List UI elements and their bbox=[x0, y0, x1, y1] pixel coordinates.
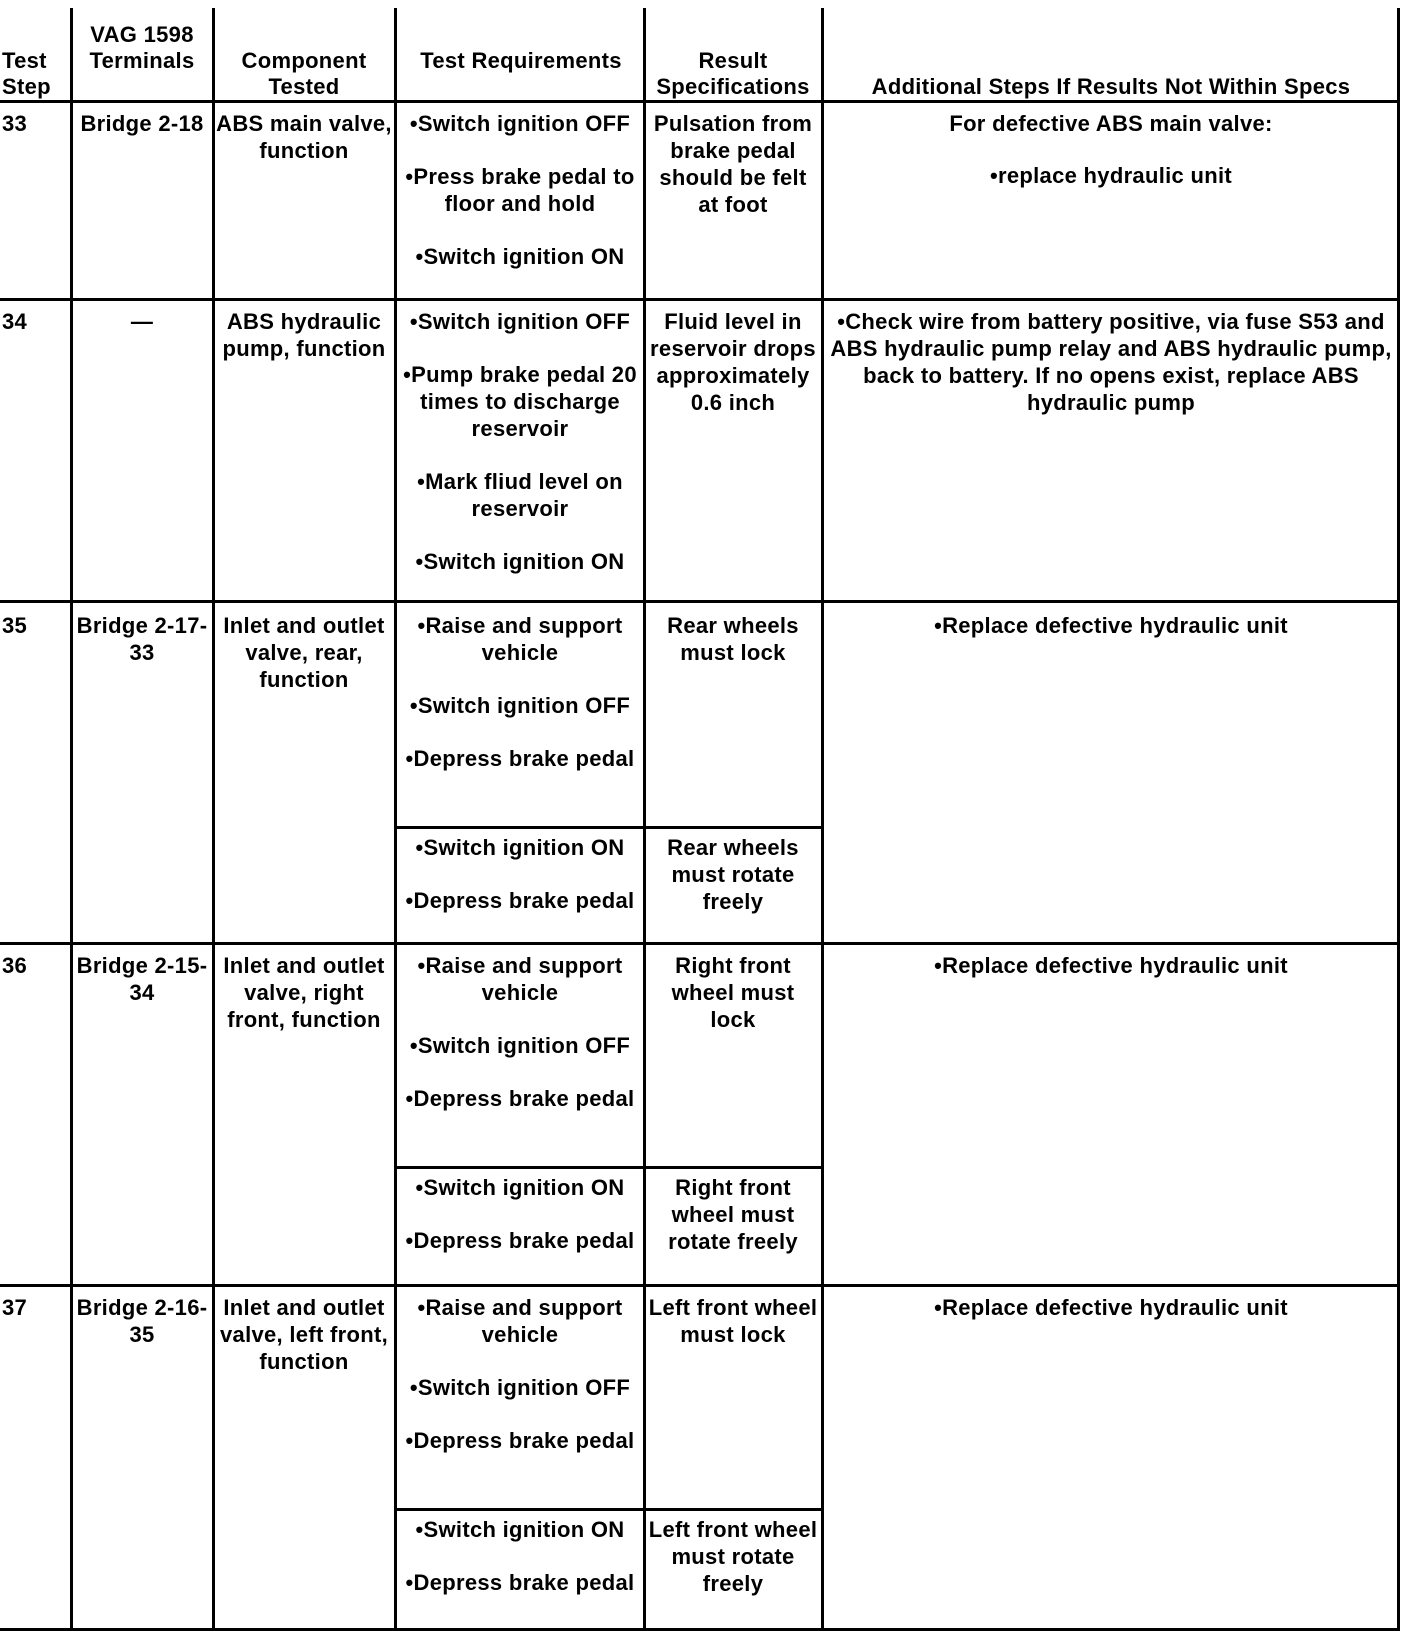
requirement: •Switch ignition ON bbox=[415, 1175, 625, 1200]
row-36-spec-a: Right front wheel must lock bbox=[671, 953, 795, 1032]
row-37-spec-b: Left front wheel must rotate freely bbox=[648, 1517, 818, 1596]
row-divider-35-36 bbox=[0, 942, 1400, 945]
requirement: •Depress brake pedal bbox=[405, 1228, 635, 1253]
row-36-requirements-a bbox=[400, 952, 640, 1112]
row-35-terminals: Bridge 2-17-33 bbox=[76, 613, 208, 665]
requirement: •Press brake pedal to floor and hold bbox=[405, 164, 635, 216]
row-divider-34-35 bbox=[0, 600, 1400, 603]
header-additional: Additional Steps If Results Not Within Specs bbox=[871, 74, 1351, 99]
requirement: •Depress brake pedal bbox=[405, 1086, 635, 1111]
row-33-requirements bbox=[400, 110, 640, 270]
row-35-requirements-b bbox=[400, 834, 640, 914]
col-divider-4 bbox=[643, 8, 646, 1630]
row-36-terminals: Bridge 2-15-34 bbox=[76, 953, 208, 1005]
row-35-step: 35 bbox=[2, 613, 28, 638]
row-33-component: ABS main valve, function bbox=[216, 111, 392, 163]
requirement: •Switch ignition OFF bbox=[409, 111, 631, 136]
row-37-step: 37 bbox=[2, 1295, 28, 1320]
col-divider-1 bbox=[70, 8, 73, 1630]
requirement: •Depress brake pedal bbox=[405, 1570, 635, 1595]
row-34-requirements bbox=[400, 308, 640, 575]
header-terminals: VAG 1598 Terminals bbox=[89, 22, 195, 73]
row-37-terminals: Bridge 2-16-35 bbox=[76, 1295, 208, 1347]
row-36-requirements-b bbox=[400, 1174, 640, 1254]
requirement: •Switch ignition ON bbox=[415, 549, 625, 574]
header-component: Component Tested bbox=[241, 48, 367, 99]
requirement: •Switch ignition OFF bbox=[409, 1375, 631, 1400]
requirement: •Mark fliud level on reservoir bbox=[417, 469, 623, 521]
row-36-spec-b: Right front wheel must rotate freely bbox=[668, 1175, 798, 1254]
requirement: •Raise and support vehicle bbox=[417, 953, 623, 1005]
requirement: •Depress brake pedal bbox=[405, 888, 635, 913]
row-37-requirements-b bbox=[400, 1516, 640, 1596]
row-35-requirements-a bbox=[400, 612, 640, 772]
block-divider-35 bbox=[394, 826, 824, 829]
row-33-step: 33 bbox=[2, 111, 28, 136]
row-33-spec: Pulsation from brake pedal should be felt at foot bbox=[653, 111, 813, 217]
requirement: •Switch ignition ON bbox=[415, 1517, 625, 1542]
row-37-component: Inlet and outlet valve, left front, function bbox=[220, 1295, 388, 1374]
requirement: •Raise and support vehicle bbox=[417, 613, 623, 665]
row-37-requirements-a bbox=[400, 1294, 640, 1454]
row-34-spec: Fluid level in reservoir drops approximately 0.6 inch bbox=[650, 309, 816, 415]
row-37-additional: •Replace defective hydraulic unit bbox=[934, 1295, 1288, 1320]
table-right-border bbox=[1397, 8, 1400, 1630]
row-34-additional: •Check wire from battery positive, via fuse S53 and ABS hydraulic pump relay and ABS hydraulic pump, back to battery. If no opens exist, replace ABS hydraulic pump bbox=[830, 309, 1392, 415]
header-test-step: Test Step bbox=[2, 48, 51, 99]
requirement: •Switch ignition ON bbox=[415, 835, 625, 860]
row-divider-36-37 bbox=[0, 1284, 1400, 1287]
row-35-additional: •Replace defective hydraulic unit bbox=[934, 613, 1288, 638]
row-35-spec-a: Rear wheels must lock bbox=[667, 613, 799, 665]
requirement: •Pump brake pedal 20 times to discharge reservoir bbox=[403, 362, 637, 441]
row-divider-33-34 bbox=[0, 298, 1400, 301]
header-requirements: Test Requirements bbox=[420, 48, 622, 73]
block-divider-37 bbox=[394, 1508, 824, 1511]
block-divider-36 bbox=[394, 1166, 824, 1169]
row-34-step: 34 bbox=[2, 309, 28, 334]
requirement: •Switch ignition ON bbox=[415, 244, 625, 269]
requirement: •Switch ignition OFF bbox=[409, 1033, 631, 1058]
row-33-terminals: Bridge 2-18 bbox=[80, 111, 204, 136]
col-divider-5 bbox=[821, 8, 824, 1630]
requirement: •Switch ignition OFF bbox=[409, 309, 631, 334]
header-bottom-rule bbox=[0, 100, 1400, 103]
row-35-spec-b: Rear wheels must rotate freely bbox=[667, 835, 799, 914]
row-36-component: Inlet and outlet valve, right front, function bbox=[223, 953, 385, 1032]
requirement: •Raise and support vehicle bbox=[417, 1295, 623, 1347]
table-bottom-border bbox=[0, 1628, 1400, 1631]
requirement: •Depress brake pedal bbox=[405, 1428, 635, 1453]
row-33-additional: •replace hydraulic unit bbox=[989, 163, 1232, 188]
row-36-step: 36 bbox=[2, 953, 28, 978]
row-35-component: Inlet and outlet valve, rear, function bbox=[223, 613, 385, 692]
col-divider-3 bbox=[394, 8, 397, 1630]
requirement: •Switch ignition OFF bbox=[409, 693, 631, 718]
row-33-additional-title: For defective ABS main valve: bbox=[949, 111, 1273, 136]
requirement: •Depress brake pedal bbox=[405, 746, 635, 771]
row-34-terminals: — bbox=[130, 309, 154, 334]
row-36-additional: •Replace defective hydraulic unit bbox=[934, 953, 1288, 978]
col-divider-2 bbox=[212, 8, 215, 1630]
row-34-component: ABS hydraulic pump, function bbox=[222, 309, 386, 361]
row-37-spec-a: Left front wheel must lock bbox=[648, 1295, 818, 1347]
header-specifications: Result Specifications bbox=[656, 48, 810, 99]
